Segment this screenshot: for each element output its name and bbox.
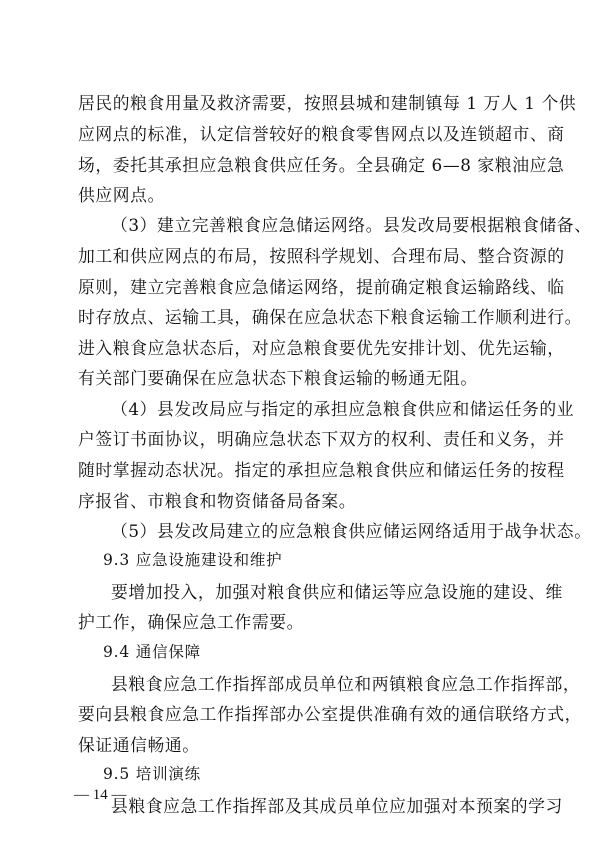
body-line: 原则，建立完善粮食应急储运网络，提前确定粮食运输路线、临 bbox=[78, 277, 565, 297]
body-line: 居民的粮食用量及救济需要，按照县城和建制镇每 1 万人 1 个供 bbox=[78, 93, 577, 113]
body-line: 加工和供应网点的布局，按照科学规划、合理布局、整合资源的 bbox=[78, 246, 565, 266]
body-line: 进入粮食应急状态后，对应急粮食要优先安排计划、优先运输， bbox=[78, 338, 565, 358]
body-line: 保证通信畅通。 bbox=[78, 735, 200, 755]
paragraph-item-3: （3）建立完善粮食应急储运网络。县发改局要根据粮食储备、 bbox=[111, 215, 592, 235]
body-line: 县粮食应急工作指挥部成员单位和两镇粮食应急工作指挥部， bbox=[111, 674, 581, 694]
section-heading-9-4: 9.4 通信保障 bbox=[103, 643, 201, 661]
page-number: — 14 — bbox=[74, 787, 127, 803]
section-heading-9-5: 9.5 培训演练 bbox=[103, 765, 201, 783]
body-line: 应网点的标准，认定信誉较好的粮食零售网点以及连锁超市、商 bbox=[78, 124, 565, 144]
paragraph-item-4: （4）县发改局应与指定的承担应急粮食供应和储运任务的业 bbox=[111, 399, 575, 419]
body-line: 要向县粮食应急工作指挥部办公室提供准确有效的通信联络方式， bbox=[78, 704, 583, 724]
section-heading-9-3: 9.3 应急设施建设和维护 bbox=[103, 551, 283, 569]
paragraph-item-5: （5）县发改局建立的应急粮食供应储运网络适用于战争状态。 bbox=[111, 521, 592, 541]
body-line: 户签订书面协议，明确应急状态下双方的权利、责任和义务，并 bbox=[78, 429, 565, 449]
body-line: 随时掌握动态状况。指定的承担应急粮食供应和储运任务的按程 bbox=[78, 460, 565, 480]
body-line: 时存放点、运输工具，确保在应急状态下粮食运输工作顺利进行。 bbox=[78, 307, 583, 327]
body-line: 有关部门要确保在应急状态下粮食运输的畅通无阻。 bbox=[78, 368, 478, 388]
body-line: 要增加投入，加强对粮食供应和储运等应急设施的建设、维 bbox=[111, 582, 563, 602]
body-line: 县粮食应急工作指挥部及其成员单位应加强对本预案的学习 bbox=[111, 796, 563, 816]
body-line: 场，委托其承担应急粮食供应任务。全县确定 6—8 家粮油应急 bbox=[78, 155, 565, 175]
body-line: 护工作，确保应急工作需要。 bbox=[78, 612, 304, 632]
body-line: 供应网点。 bbox=[78, 185, 165, 205]
body-line: 序报省、市粮食和物资储备局备案。 bbox=[78, 491, 357, 511]
